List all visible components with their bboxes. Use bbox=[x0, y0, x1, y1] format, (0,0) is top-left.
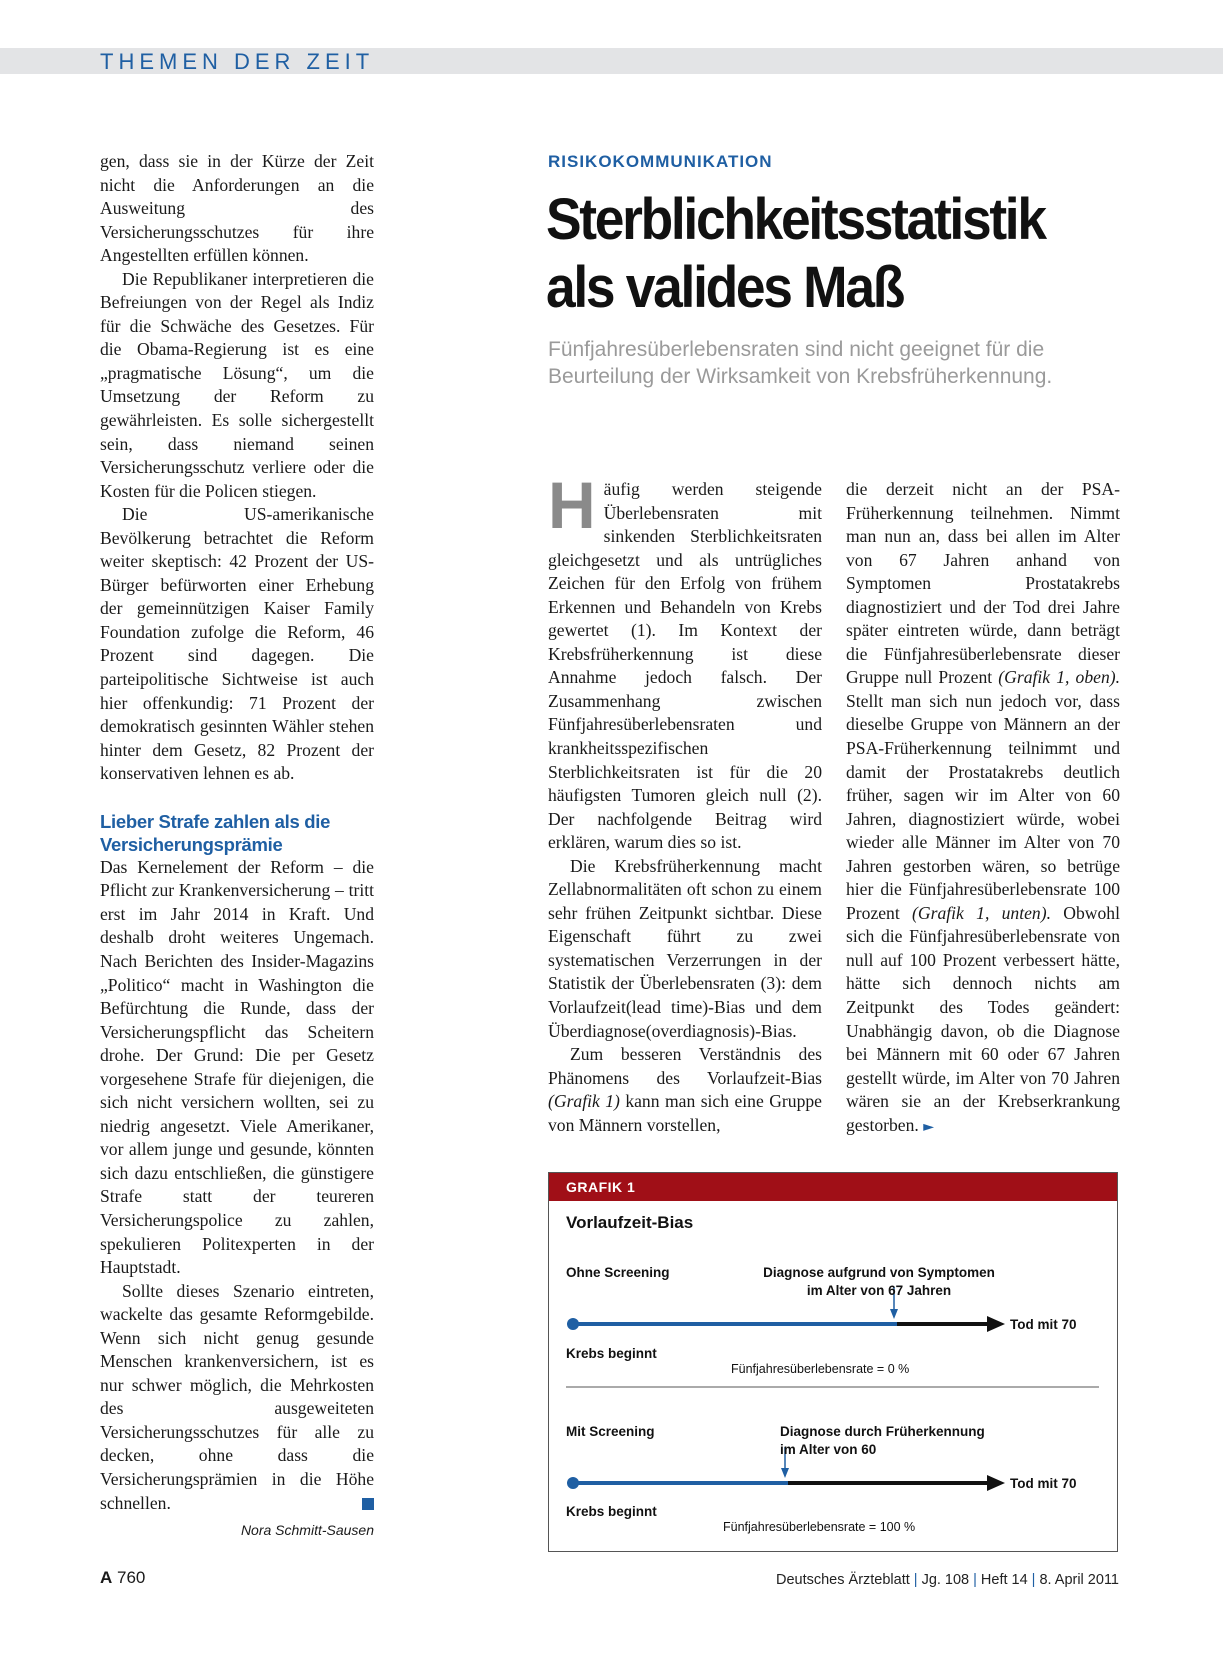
figure-ref: (Grafik 1, oben). bbox=[998, 667, 1120, 688]
title-line-1: Sterblichkeitsstatistik bbox=[546, 187, 1045, 252]
bottom-heading: Mit Screening bbox=[566, 1424, 655, 1439]
journal-date: 8. April 2011 bbox=[1039, 1572, 1119, 1588]
left-paragraph: gen, dass sie in der Kürze der Zeit nicht die Anforderungen an die Ausweitung des Versicherungsschutzes für ihre Angestellten erfüllen können. bbox=[100, 151, 374, 266]
author: Nora Schmitt-Sausen bbox=[240, 1522, 374, 1539]
top-start-label: Krebs beginnt bbox=[566, 1346, 657, 1361]
separator: | bbox=[913, 1572, 918, 1588]
middle-column bbox=[548, 468, 822, 1137]
figure-ref: (Grafik 1, unten). bbox=[912, 902, 1051, 923]
section-label: THEMEN DER ZEIT bbox=[100, 49, 375, 74]
top-heading: Ohne Screening bbox=[566, 1265, 670, 1280]
top-diagnosis-label bbox=[749, 1264, 1009, 1300]
left-paragraph: Das Kernelement der Reform – die Pflicht zur Krankenversicherung – tritt erst im Jahr 2014 in Kraft. Und deshalb droht weiteres Ungemach. Nach Berichten des Insider-Magazins „Politico“ macht in Washington die Befürchtung die Runde, dass der Versicherungspflicht das Scheitern drohe. Der Grund: Die per Gesetz vorgesehene Strafe für diejenigen, die sich nicht versichern wollten, sei zu niedrig angesetzt. Viele Amerikaner, vor allem junge und gesunde, könnten sich dazu entschließen, die günstigere Strafe statt der teureren Versicherungspolice zu zahlen, spekulieren Politexperten in der Hauptstadt. bbox=[100, 856, 374, 1278]
left-paragraph-last bbox=[100, 1280, 374, 1515]
body-paragraph: Die Krebsfrüherkennung macht Zellabnormalitäten oft schon zu einem sehr frühen Zeitpunkt sichtbar. Diese Eigenschaft führt zu zwei systematischen Verzerrungen in der Statistik der Überlebensraten (3): dem Vorlaufzeit(lead time)-Bias und dem Überdiagnose(overdiagnosis)-Bias. bbox=[548, 855, 822, 1041]
body-paragraph bbox=[548, 1043, 822, 1137]
top-pointer-arrow-icon bbox=[890, 1309, 898, 1319]
bottom-rate-label: Fünfjahresüberlebensrate = 100 % bbox=[723, 1520, 916, 1534]
title-line-2: als valides Maß bbox=[546, 255, 904, 320]
body-text: die derzeit nicht an der PSA-Früherkennung teilnehmen. Nimmt man nun an, dass bei allen im Alter von 67 Jahren anhand von Symptomen Prostatakrebs diagnostiziert und der Tod drei Jahre später eintreten würde, dann beträgt die Fünfjahresüberlebensrate dieser Gruppe null Prozent bbox=[846, 479, 1120, 688]
top-diagnosis-line-1: Diagnose aufgrund von Symptomen bbox=[763, 1265, 995, 1280]
top-arrowhead-icon bbox=[987, 1316, 1005, 1332]
separator: | bbox=[1031, 1572, 1036, 1588]
figure-title: Vorlaufzeit-Bias bbox=[566, 1213, 694, 1232]
left-column bbox=[100, 150, 374, 1543]
figure-grafik-1 bbox=[548, 1172, 1118, 1552]
left-paragraph: Die US-amerikanische Bevölkerung betrachtet die Reform weiter skeptisch: 42 Prozent der US-Bürger befürworten einer Erhebung der gemeinnützigen Kaiser Family Foundation zufolge die Reform, 46 Prozent sind dagegen. Die parteipolitische Sichtweise ist auch hier offenkundig: 71 Prozent der demokratisch gesinnten Wähler stehen hinter dem Gesetz, 82 Prozent der konservativen lehnen es ab. bbox=[100, 504, 374, 784]
journal-volume: Jg. 108 bbox=[921, 1572, 970, 1588]
right-column bbox=[846, 478, 1120, 1139]
journal-name: Deutsches Ärzteblatt bbox=[775, 1572, 910, 1588]
left-paragraph: Die Republikaner interpretieren die Befreiungen von der Regel als Indiz für die Schwäche des Gesetzes. Für die Obama-Regierung ist es eine „pragmatische Lösung“, um die Umsetzung der Reform zu gewährleisten. Es solle sichergestellt sein, dass niemand seinen Versicherungsschutz verliere oder die Kosten für die Policen stiegen. bbox=[100, 268, 374, 501]
intro-text: äufig werden steigende Überlebensraten mit sinkenden Sterblichkeitsraten gleichgesetzt und als untrügliches Zeichen für den Erfolg von frühem Erkennen und Behandeln von Krebs gewertet (1). Im Kontext der Krebsfrüherkennung ist diese Annahme jedoch falsch. Der Zusammenhang zwischen Fünfjahresüberlebensraten und krankheitsspezifischen Sterblichkeitsraten ist für die 20 häufigsten Tumoren gleich null (2). Der nachfolgende Beitrag wird erklären, warum dies so ist. bbox=[548, 479, 822, 853]
bottom-end-label: Tod mit 70 bbox=[1010, 1476, 1077, 1491]
bottom-diagnosis-line-2: im Alter von 60 bbox=[780, 1442, 877, 1457]
teaser: Fünfjahresüberlebensraten sind nicht geeignet für die Beurteilung der Wirksamkeit von Krebsfrüherkennung. bbox=[548, 338, 1053, 388]
bottom-arrowhead-icon bbox=[987, 1475, 1005, 1491]
bottom-start-label: Krebs beginnt bbox=[566, 1504, 657, 1519]
kicker: RISIKOKOMMUNIKATION bbox=[548, 152, 773, 171]
journal-info bbox=[776, 1572, 1119, 1588]
left-paragraph-text: Sollte dieses Szenario eintreten, wackelte das gesamte Reformgebilde. Wenn sich nicht genug gesunde Menschen krankenversichern, ist es nur schwer möglich, die Mehrkosten des ausgeweiteten Versicherungsschutzes für alle zu decken, ohne dass die Versicherungsprämien in die Höhe schnellen. bbox=[100, 1280, 374, 1513]
drop-cap: H bbox=[548, 468, 596, 542]
page-prefix: A bbox=[100, 1568, 113, 1587]
top-end-label: Tod mit 70 bbox=[1010, 1317, 1077, 1332]
separator: | bbox=[973, 1572, 977, 1588]
end-mark-icon bbox=[362, 1498, 374, 1510]
body-text: Zum besseren Verständnis des Phänomens des Vorlaufzeit-Bias bbox=[548, 1044, 822, 1088]
figure-label: GRAFIK 1 bbox=[549, 1173, 1117, 1201]
subheading: Lieber Strafe zahlen als die Versicherungsprämie bbox=[100, 810, 331, 855]
bottom-pointer-arrow-icon bbox=[781, 1468, 789, 1478]
intro-paragraph bbox=[548, 468, 822, 855]
body-text: Obwohl sich die Fünfjahresüberlebensrate von null auf 100 Prozent verbessert hätte, hätte sich dennoch nichts am Zeitpunkt des Todes geändert: Unabhängig davon, ob die Diagnose bei Männern mit 60 oder 67 Jahren gestellt würde, im Alter von 70 Jahren wären sie an der Krebserkrankung gestorben. bbox=[846, 902, 1120, 1135]
continue-arrow-icon: ► bbox=[923, 1118, 934, 1135]
figure-ref: (Grafik 1) bbox=[548, 1091, 620, 1112]
top-rate-label: Fünfjahresüberlebensrate = 0 % bbox=[731, 1362, 910, 1376]
top-diagnosis-line-2: im Alter von 67 Jahren bbox=[806, 1283, 952, 1298]
body-paragraph bbox=[846, 478, 1120, 1139]
article-title bbox=[546, 186, 1116, 322]
body-text: kann man sich eine Gruppe von Männern vorstellen, bbox=[548, 1091, 822, 1135]
page-number-value: 760 bbox=[117, 1568, 146, 1587]
body-text: Stellt man sich nun jedoch vor, dass dieselbe Gruppe von Männern an der PSA-Früherkennung teilnimmt und damit der Prostatakrebs deutlich früher, sagen wir im Alter von 60 Jahren, diagnostiziert würde, wobei wieder alle Männer im Alter von 70 Jahren gestorben wären, so betrüge hier die Fünfjahresüberlebensrate 100 Prozent bbox=[846, 690, 1120, 923]
page-number bbox=[100, 1568, 145, 1588]
bottom-diagnosis-label bbox=[780, 1423, 985, 1459]
bottom-diagnosis-line-1: Diagnose durch Früherkennung bbox=[780, 1424, 985, 1439]
journal-issue: Heft 14 bbox=[980, 1572, 1028, 1588]
